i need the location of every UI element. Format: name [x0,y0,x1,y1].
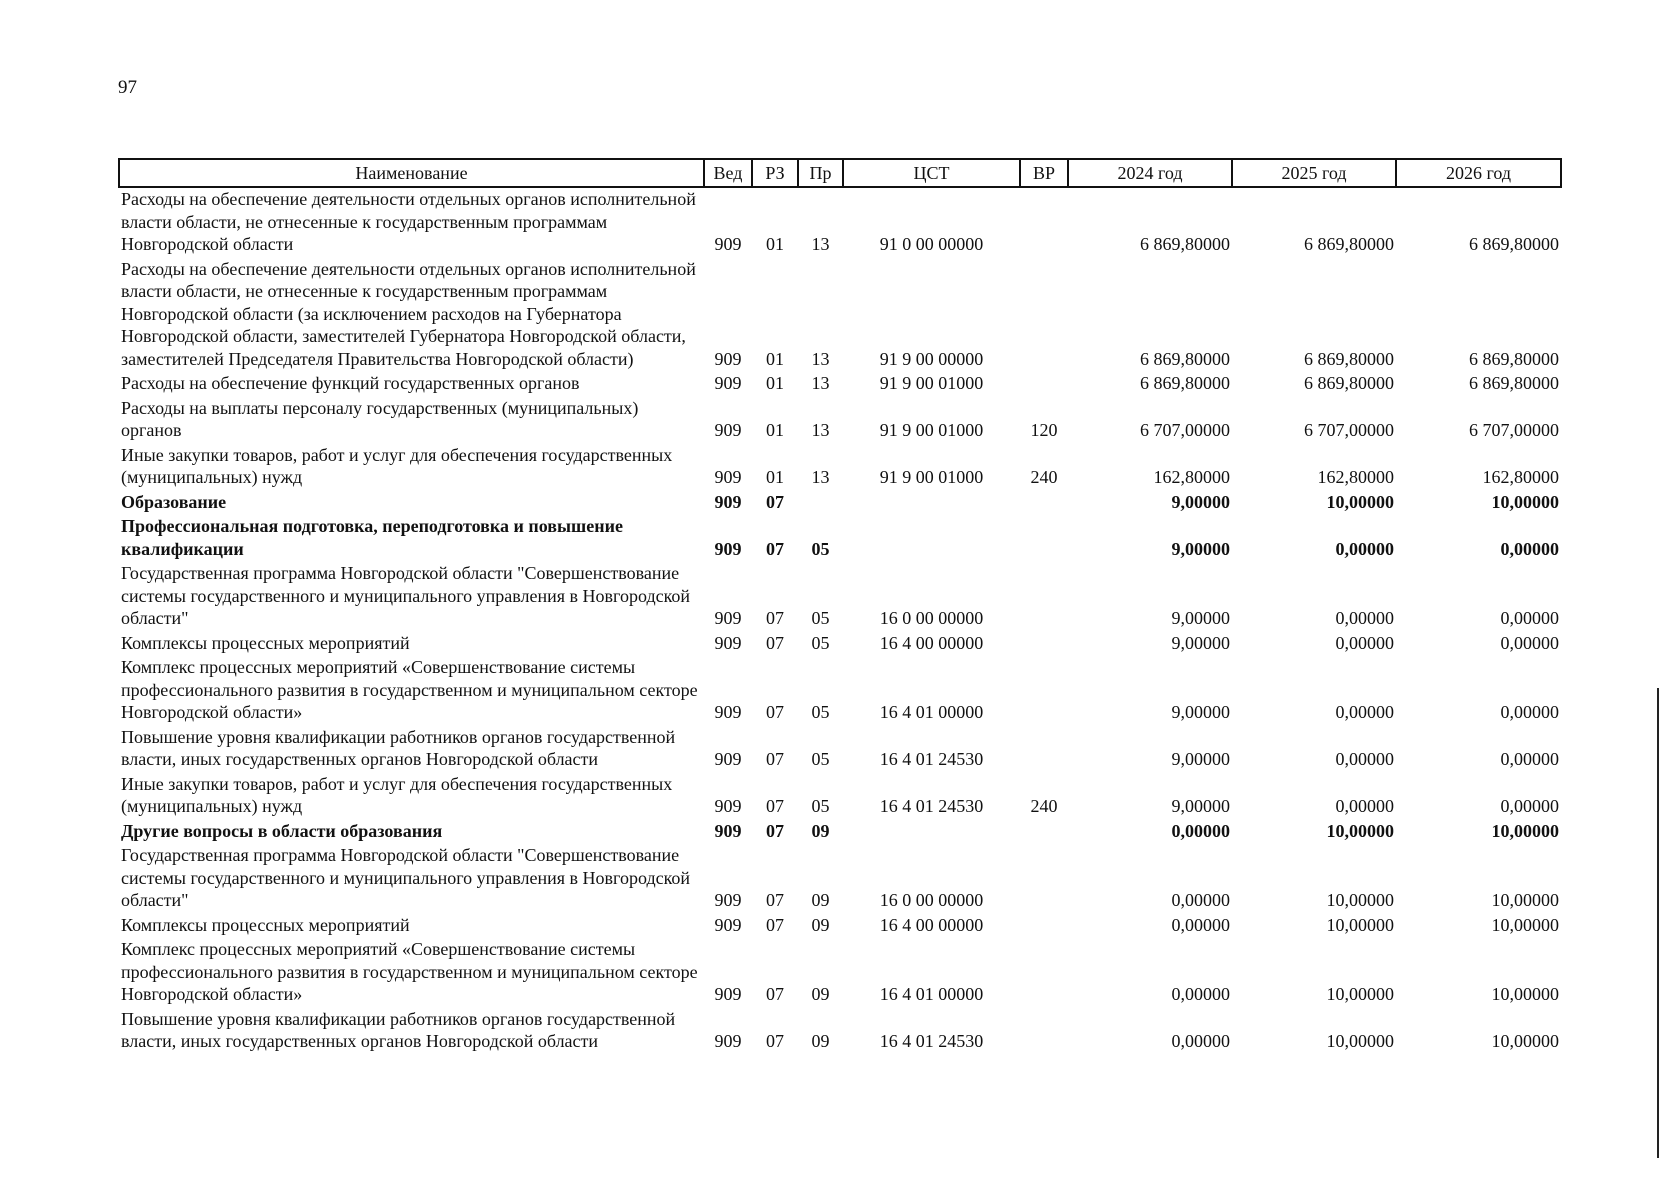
cell-ved: 909 [714,984,742,1004]
cell-pr: 13 [811,420,830,440]
cell-vr [1020,562,1068,632]
header-2024: 2024 год [1068,159,1232,187]
cell-pr: 05 [811,796,830,816]
cell-pr: 13 [811,348,830,369]
cell-year-2024: 9,00000 [1171,491,1230,512]
cell-year-2024: 0,00000 [1171,890,1230,910]
cell-rz: 07 [766,890,784,910]
cell-name: Расходы на обеспечение деятельности отдельных органов исполнительной власти области, не отнесенные к государственным программам Новгородской области [121,189,696,254]
cell-year-2025: 0,00000 [1335,538,1394,559]
cell-pr [798,491,843,516]
cell-ved: 909 [714,702,742,722]
cell-vr [1020,632,1068,657]
cell-ved: 909 [714,491,742,512]
cell-year-2024: 9,00000 [1171,608,1230,628]
cell-name: Иные закупки товаров, работ и услуг для обеспечения государственных (муниципальных) нужд [121,773,673,816]
cell-cst: 16 0 00 00000 [879,890,984,910]
cell-pr: 05 [811,749,830,769]
cell-year-2026: 6 869,80000 [1469,348,1559,369]
table-row [119,844,1561,914]
cell-name: Повышение уровня квалификации работников органов государственной власти, иных государственных органов Новгородской области [121,726,676,769]
cell-year-2026: 10,00000 [1491,984,1559,1004]
cell-cst: 16 4 01 24530 [879,1031,984,1051]
cell-year-2025: 10,00000 [1326,890,1394,910]
table-row [119,773,1561,820]
cell-year-2024: 9,00000 [1171,632,1230,653]
cell-vr: 240 [1030,467,1058,487]
cell-ved: 909 [714,914,742,935]
cell-ved: 909 [714,820,742,841]
cell-ved: 909 [714,467,742,487]
table-row [119,820,1561,845]
cell-ved: 909 [714,749,742,769]
cell-year-2026: 6 869,80000 [1469,234,1559,254]
cell-year-2026: 10,00000 [1491,890,1559,910]
cell-year-2026: 10,00000 [1491,1031,1559,1051]
cell-year-2026: 162,80000 [1482,467,1559,487]
table-row [119,1008,1561,1055]
cell-cst: 16 4 01 00000 [879,702,984,722]
cell-pr: 09 [811,984,830,1004]
cell-ved: 909 [714,632,742,653]
table-row [119,258,1561,373]
cell-cst: 16 4 00 00000 [879,632,984,653]
cell-year-2025: 10,00000 [1326,914,1394,935]
cell-year-2026: 10,00000 [1491,914,1559,935]
cell-vr [1020,372,1068,397]
cell-name: Расходы на обеспечение деятельности отдельных органов исполнительной власти области, не отнесенные к государственным программам Новгородской области (за исключением расходов на Губернатора Новгородской области, заместителей Губернатора Новгородской области, заместителей Председателя Правительства Новгородской области) [121,258,696,369]
cell-year-2025: 162,80000 [1317,467,1394,487]
cell-name: Профессиональная подготовка, переподготовка и повышение квалификации [121,516,623,559]
table-row [119,515,1561,562]
cell-year-2025: 10,00000 [1326,984,1394,1004]
cell-rz: 07 [766,632,784,653]
cell-rz: 07 [766,984,784,1004]
cell-year-2025: 6 869,80000 [1304,234,1394,254]
budget-table [118,158,1562,1055]
cell-cst: 91 9 00 01000 [879,420,984,440]
cell-ved: 909 [714,890,742,910]
cell-cst: 91 0 00 00000 [879,234,984,254]
cell-year-2025: 0,00000 [1335,632,1394,653]
cell-year-2026: 0,00000 [1500,538,1559,559]
cell-pr: 09 [811,1031,830,1051]
cell-vr: 120 [1030,420,1058,440]
cell-year-2025: 10,00000 [1326,491,1394,512]
scan-edge-line [1657,688,1659,1158]
cell-rz: 07 [766,491,784,512]
table-row [119,656,1561,726]
cell-cst [843,491,1020,516]
cell-pr: 09 [811,820,830,841]
cell-year-2025: 0,00000 [1335,702,1394,722]
table-header [119,159,1561,187]
header-row [119,159,1561,187]
cell-year-2026: 0,00000 [1500,702,1559,722]
cell-year-2026: 0,00000 [1500,796,1559,816]
table-row [119,187,1561,258]
cell-rz: 07 [766,914,784,935]
cell-year-2026: 6 869,80000 [1469,373,1559,393]
cell-cst: 16 4 01 00000 [879,984,984,1004]
cell-cst [843,515,1020,562]
cell-name: Иные закупки товаров, работ и услуг для обеспечения государственных (муниципальных) нужд [121,444,673,487]
cell-vr [1020,844,1068,914]
table-row [119,562,1561,632]
cell-pr: 13 [811,234,830,254]
cell-year-2024: 9,00000 [1171,796,1230,816]
header-ved: Вед [704,159,752,187]
cell-year-2025: 0,00000 [1335,796,1394,816]
cell-cst: 16 0 00 00000 [879,608,984,628]
header-cst: ЦСТ [843,159,1020,187]
table-row [119,726,1561,773]
header-2025: 2025 год [1232,159,1396,187]
cell-ved: 909 [714,608,742,628]
cell-name: Другие вопросы в области образования [121,820,443,841]
cell-rz: 07 [766,749,784,769]
table-row [119,444,1561,491]
cell-pr: 05 [811,702,830,722]
cell-year-2025: 6 869,80000 [1304,348,1394,369]
cell-vr [1020,938,1068,1008]
cell-year-2024: 0,00000 [1171,1031,1230,1051]
cell-year-2024: 0,00000 [1171,914,1230,935]
table-row [119,491,1561,516]
cell-year-2026: 6 707,00000 [1469,420,1559,440]
cell-ved: 909 [714,348,742,369]
cell-year-2024: 0,00000 [1171,820,1230,841]
cell-rz: 01 [766,348,784,369]
cell-vr [1020,491,1068,516]
cell-name: Комплекс процессных мероприятий «Совершенствование системы профессионального развития в государственном и муниципальном секторе Новгородской области» [121,657,698,722]
cell-year-2026: 0,00000 [1500,749,1559,769]
cell-year-2025: 6 869,80000 [1304,373,1394,393]
cell-year-2026: 0,00000 [1500,632,1559,653]
cell-cst [843,820,1020,845]
cell-pr: 05 [811,632,830,653]
cell-rz: 07 [766,1031,784,1051]
cell-year-2024: 9,00000 [1171,702,1230,722]
header-2026: 2026 год [1396,159,1561,187]
cell-vr [1020,656,1068,726]
cell-cst: 91 9 00 01000 [879,467,984,487]
cell-vr [1020,1008,1068,1055]
cell-year-2024: 9,00000 [1171,538,1230,559]
cell-year-2025: 0,00000 [1335,608,1394,628]
table-row [119,397,1561,444]
cell-pr: 09 [811,890,830,910]
cell-name: Государственная программа Новгородской области "Совершенствование системы государственного и муниципального управления в Новгородской области" [121,845,691,910]
cell-name: Государственная программа Новгородской области "Совершенствование системы государственного и муниципального управления в Новгородской области" [121,563,691,628]
cell-name: Расходы на выплаты персоналу государственных (муниципальных) органов [121,397,639,440]
cell-cst: 91 9 00 00000 [879,348,984,369]
cell-year-2024: 0,00000 [1171,984,1230,1004]
cell-cst: 91 9 00 01000 [879,373,984,393]
cell-year-2025: 10,00000 [1326,820,1394,841]
cell-name: Комплексы процессных мероприятий [121,914,410,935]
cell-name: Комплекс процессных мероприятий «Совершенствование системы профессионального развития в государственном и муниципальном секторе Новгородской области» [121,939,698,1004]
cell-vr: 240 [1030,796,1058,816]
cell-vr [1020,914,1068,939]
cell-name: Расходы на обеспечение функций государственных органов [121,373,580,393]
page-number: 97 [118,77,137,98]
header-name: Наименование [119,159,704,187]
cell-pr: 05 [811,608,830,628]
header-rz: РЗ [752,159,798,187]
cell-year-2025: 6 707,00000 [1304,420,1394,440]
cell-vr [1020,726,1068,773]
header-vr: ВР [1020,159,1068,187]
cell-year-2024: 9,00000 [1171,749,1230,769]
cell-cst: 16 4 01 24530 [879,749,984,769]
cell-name: Комплексы процессных мероприятий [121,632,410,653]
cell-rz: 07 [766,538,784,559]
cell-cst: 16 4 01 24530 [879,796,984,816]
cell-year-2024: 6 869,80000 [1140,373,1230,393]
cell-year-2025: 0,00000 [1335,749,1394,769]
cell-name: Образование [121,491,227,512]
cell-year-2024: 162,80000 [1153,467,1230,487]
table-row [119,372,1561,397]
cell-rz: 07 [766,796,784,816]
cell-rz: 07 [766,702,784,722]
cell-vr [1020,515,1068,562]
table-body [119,187,1561,1055]
cell-pr: 09 [811,914,830,935]
cell-ved: 909 [714,420,742,440]
cell-vr [1020,187,1068,258]
cell-year-2026: 0,00000 [1500,608,1559,628]
cell-ved: 909 [714,538,742,559]
cell-pr: 13 [811,467,830,487]
table-row [119,632,1561,657]
cell-rz: 01 [766,467,784,487]
cell-rz: 01 [766,420,784,440]
cell-pr: 05 [811,538,830,559]
cell-year-2025: 10,00000 [1326,1031,1394,1051]
cell-rz: 07 [766,820,784,841]
table-row [119,914,1561,939]
cell-year-2024: 6 869,80000 [1140,348,1230,369]
cell-cst: 16 4 00 00000 [879,914,984,935]
header-pr: Пр [798,159,843,187]
cell-rz: 01 [766,234,784,254]
cell-pr: 13 [811,373,830,393]
cell-rz: 01 [766,373,784,393]
cell-vr [1020,258,1068,373]
cell-year-2024: 6 707,00000 [1140,420,1230,440]
cell-ved: 909 [714,796,742,816]
cell-ved: 909 [714,1031,742,1051]
cell-ved: 909 [714,234,742,254]
cell-vr [1020,820,1068,845]
cell-rz: 07 [766,608,784,628]
cell-ved: 909 [714,373,742,393]
cell-year-2026: 10,00000 [1491,491,1559,512]
cell-year-2026: 10,00000 [1491,820,1559,841]
cell-name: Повышение уровня квалификации работников органов государственной власти, иных государственных органов Новгородской области [121,1008,676,1051]
cell-year-2024: 6 869,80000 [1140,234,1230,254]
table-row [119,938,1561,1008]
